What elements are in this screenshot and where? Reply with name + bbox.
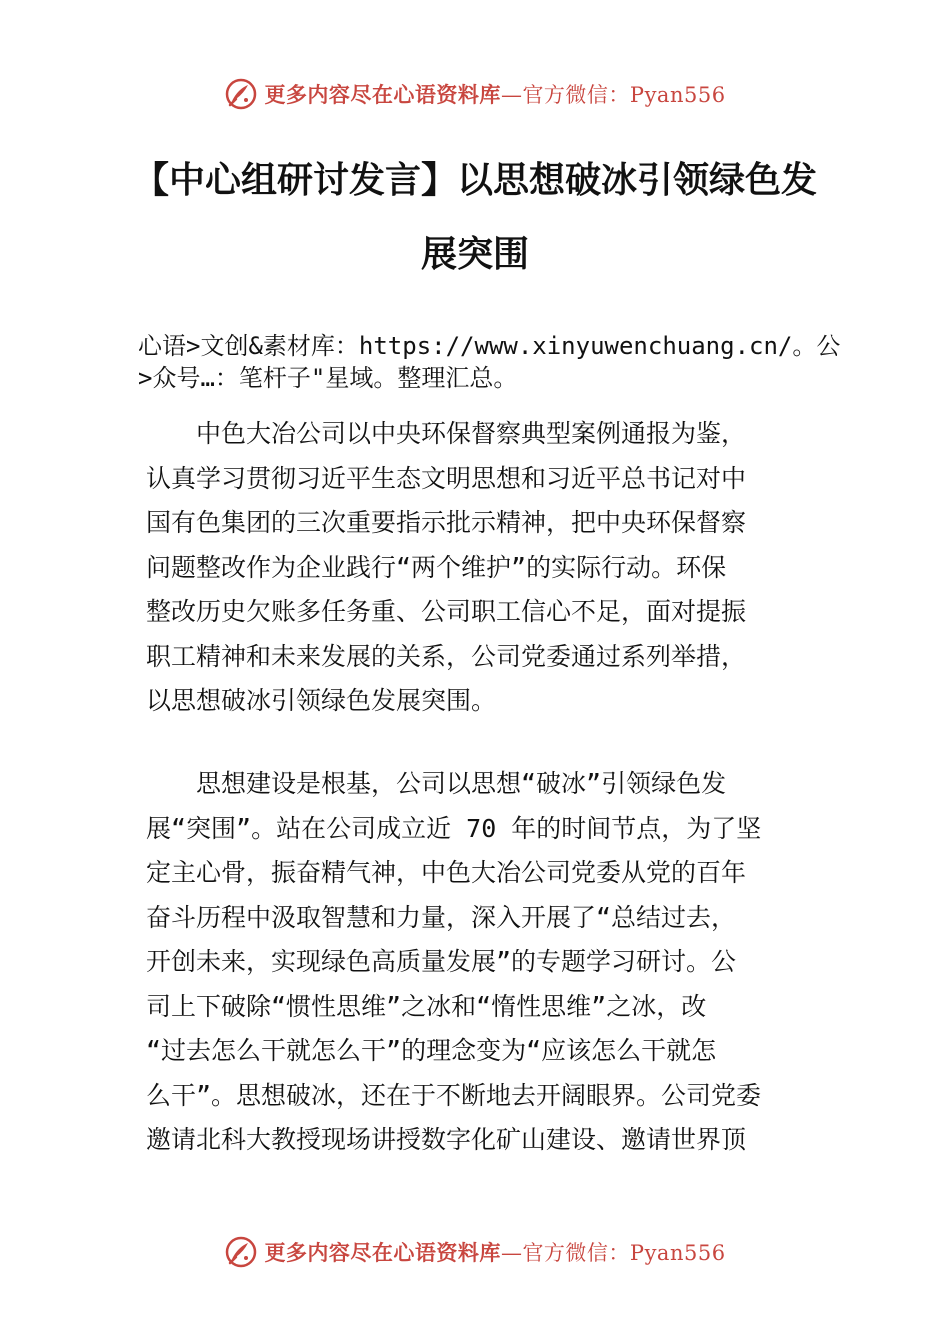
header-banner-suffix: 官方微信：Pyan556 [522, 83, 726, 107]
source-note-line-2: >众号…：笔杆子"星域。整理汇总。 [138, 364, 518, 392]
document-title-line-2: 展突围 [420, 234, 529, 275]
pen-circle-logo-icon [224, 1235, 258, 1269]
paragraph-line: 整改历史欠账多任务重、公司职工信心不足，面对提振 [146, 597, 747, 626]
paragraph-line: 司上下破除“惯性思维”之冰和“惰性思维”之冰，改 [146, 991, 707, 1021]
paragraph-line: 职工精神和未来发展的关系，公司党委通过系列举措， [146, 641, 747, 671]
footer-banner-sep: — [500, 1241, 523, 1265]
paragraph-line: 认真学习贯彻习近平生态文明思想和习近平总书记对中 [146, 463, 747, 493]
paragraph-line: 邀请北科大教授现场讲授数字化矿山建设、邀请世界顶 [146, 1125, 747, 1154]
footer-banner-main: 更多内容尽在心语资料库 [264, 1240, 501, 1265]
paragraph-line: 思想建设是根基，公司以思想“破冰”引领绿色发 [146, 769, 727, 798]
header-banner [0, 74, 950, 114]
paragraph-line: 以思想破冰引领绿色发展突围。 [146, 686, 497, 715]
footer-banner [0, 1232, 950, 1272]
paragraph-line: 奋斗历程中汲取智慧和力量，深入开展了“总结过去， [146, 902, 737, 932]
header-banner-text [264, 79, 725, 109]
document-title-line-1: 【中心组研讨发言】以思想破冰引领绿色发 [132, 160, 817, 201]
body-paragraph-1 [146, 412, 816, 724]
pen-circle-logo-icon [224, 77, 258, 111]
header-banner-main: 更多内容尽在心语资料库 [264, 82, 501, 107]
source-note [138, 330, 848, 394]
paragraph-line: 定主心骨，振奋精气神，中色大冶公司党委从党的百年 [146, 858, 747, 887]
footer-banner-text [264, 1237, 725, 1267]
paragraph-line: 么干”。思想破冰，还在于不断地去开阔眼界。公司党委 [146, 1080, 762, 1110]
source-note-line-1: 心语>文创&素材库：https://www.xinyuwenchuang.cn/。公 [138, 332, 841, 360]
paragraph-line: 开创未来，实现绿色高质量发展”的专题学习研讨。公 [146, 947, 737, 976]
paragraph-line: 中色大冶公司以中央环保督察典型案例通报为鉴， [146, 419, 747, 448]
header-banner-sep: — [500, 83, 523, 107]
paragraph-line: “过去怎么干就怎么干”的理念变为“应该怎么干就怎 [146, 1036, 717, 1065]
paragraph-line: 国有色集团的三次重要指示批示精神，把中央环保督察 [146, 508, 747, 537]
paragraph-line: 问题整改作为企业践行“两个维护”的实际行动。环保 [146, 552, 727, 582]
footer-banner-suffix: 官方微信：Pyan556 [522, 1241, 726, 1265]
paragraph-line: 展“突围”。站在公司成立近 70 年的时间节点，为了坚 [146, 813, 762, 843]
body-paragraph-2 [146, 762, 816, 1163]
